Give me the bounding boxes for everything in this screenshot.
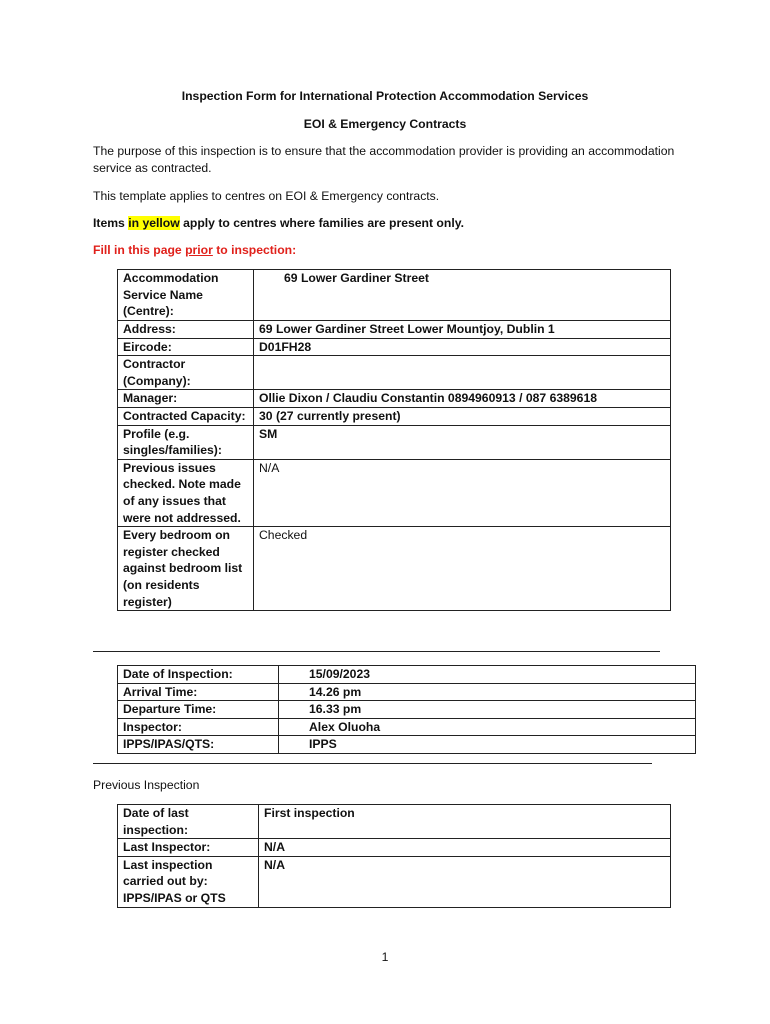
row-value: SM [254,425,671,459]
fill-suffix: to inspection: [212,243,297,257]
row-label: Departure Time: [118,701,279,719]
row-value: Checked [254,527,671,611]
row-label: Date of Inspection: [118,666,279,684]
form-title: Inspection Form for International Protection Accommodation Services [181,89,589,103]
prior-underlined: prior [185,243,213,257]
previous-inspection-heading: Previous Inspection [93,778,200,792]
row-value: IPPS [279,736,696,754]
row-label: Manager: [118,390,254,408]
row-label: Previous issues checked. Note made of any issues that were not addressed. [118,459,254,526]
row-value [254,356,671,390]
row-label: Last Inspector: [118,839,259,857]
row-value: N/A [259,839,671,857]
yellow-items-note [93,216,464,230]
row-value: 15/09/2023 [279,666,696,684]
row-value: 14.26 pm [279,683,696,701]
separator-line [93,651,660,652]
centre-details-table [117,269,671,611]
row-label: Date of last inspection: [118,805,259,839]
table-row [118,356,671,390]
row-label: Last inspection carried out by: IPPS/IPAS or QTS [118,856,259,907]
previous-inspection-table [117,804,671,908]
row-label: IPPS/IPAS/QTS: [118,736,279,754]
row-value: Alex Oluoha [279,718,696,736]
row-value: 69 Lower Gardiner Street [254,270,671,321]
table-row [118,338,671,356]
row-label: Address: [118,321,254,339]
form-subtitle: EOI & Emergency Contracts [303,117,467,131]
inspection-details-table [117,665,696,754]
purpose-paragraph: The purpose of this inspection is to ensure that the accommodation provider is providing an accommodation service as contracted. [93,144,675,175]
row-value: N/A [259,856,671,907]
row-label: Arrival Time: [118,683,279,701]
row-label: Eircode: [118,338,254,356]
page-number: 1 [381,950,389,964]
table-row [118,270,671,321]
separator-line [93,763,652,764]
table-row [118,718,696,736]
table-row [118,407,671,425]
table-row [118,683,696,701]
table-row [118,736,696,754]
row-label: Inspector: [118,718,279,736]
yellow-highlight: in yellow [128,216,180,230]
row-label: Accommodation Service Name (Centre): [118,270,254,321]
row-label: Profile (e.g. singles/families): [118,425,254,459]
row-label: Contracted Capacity: [118,407,254,425]
row-label: Contractor (Company): [118,356,254,390]
table-row [118,390,671,408]
row-value: N/A [254,459,671,526]
row-value: D01FH28 [254,338,671,356]
row-label: Every bedroom on register checked against bedroom list (on residents register) [118,527,254,611]
table-row [118,459,671,526]
table-row [118,805,671,839]
row-value: Ollie Dixon / Claudiu Constantin 0894960913 / 087 6389618 [254,390,671,408]
applies-paragraph: This template applies to centres on EOI & Emergency contracts. [93,189,440,203]
table-row [118,839,671,857]
table-row [118,425,671,459]
row-value: 16.33 pm [279,701,696,719]
table-row [118,321,671,339]
table-row [118,856,671,907]
row-value: First inspection [259,805,671,839]
fill-prefix: Fill in this page [93,243,186,257]
items-suffix: apply to centres where families are present only. [179,216,464,230]
table-row [118,527,671,611]
table-row [118,701,696,719]
row-value: 30 (27 currently present) [254,407,671,425]
row-value: 69 Lower Gardiner Street Lower Mountjoy, Dublin 1 [254,321,671,339]
items-prefix: Items [93,216,129,230]
table-row [118,666,696,684]
fill-instruction [93,243,296,257]
